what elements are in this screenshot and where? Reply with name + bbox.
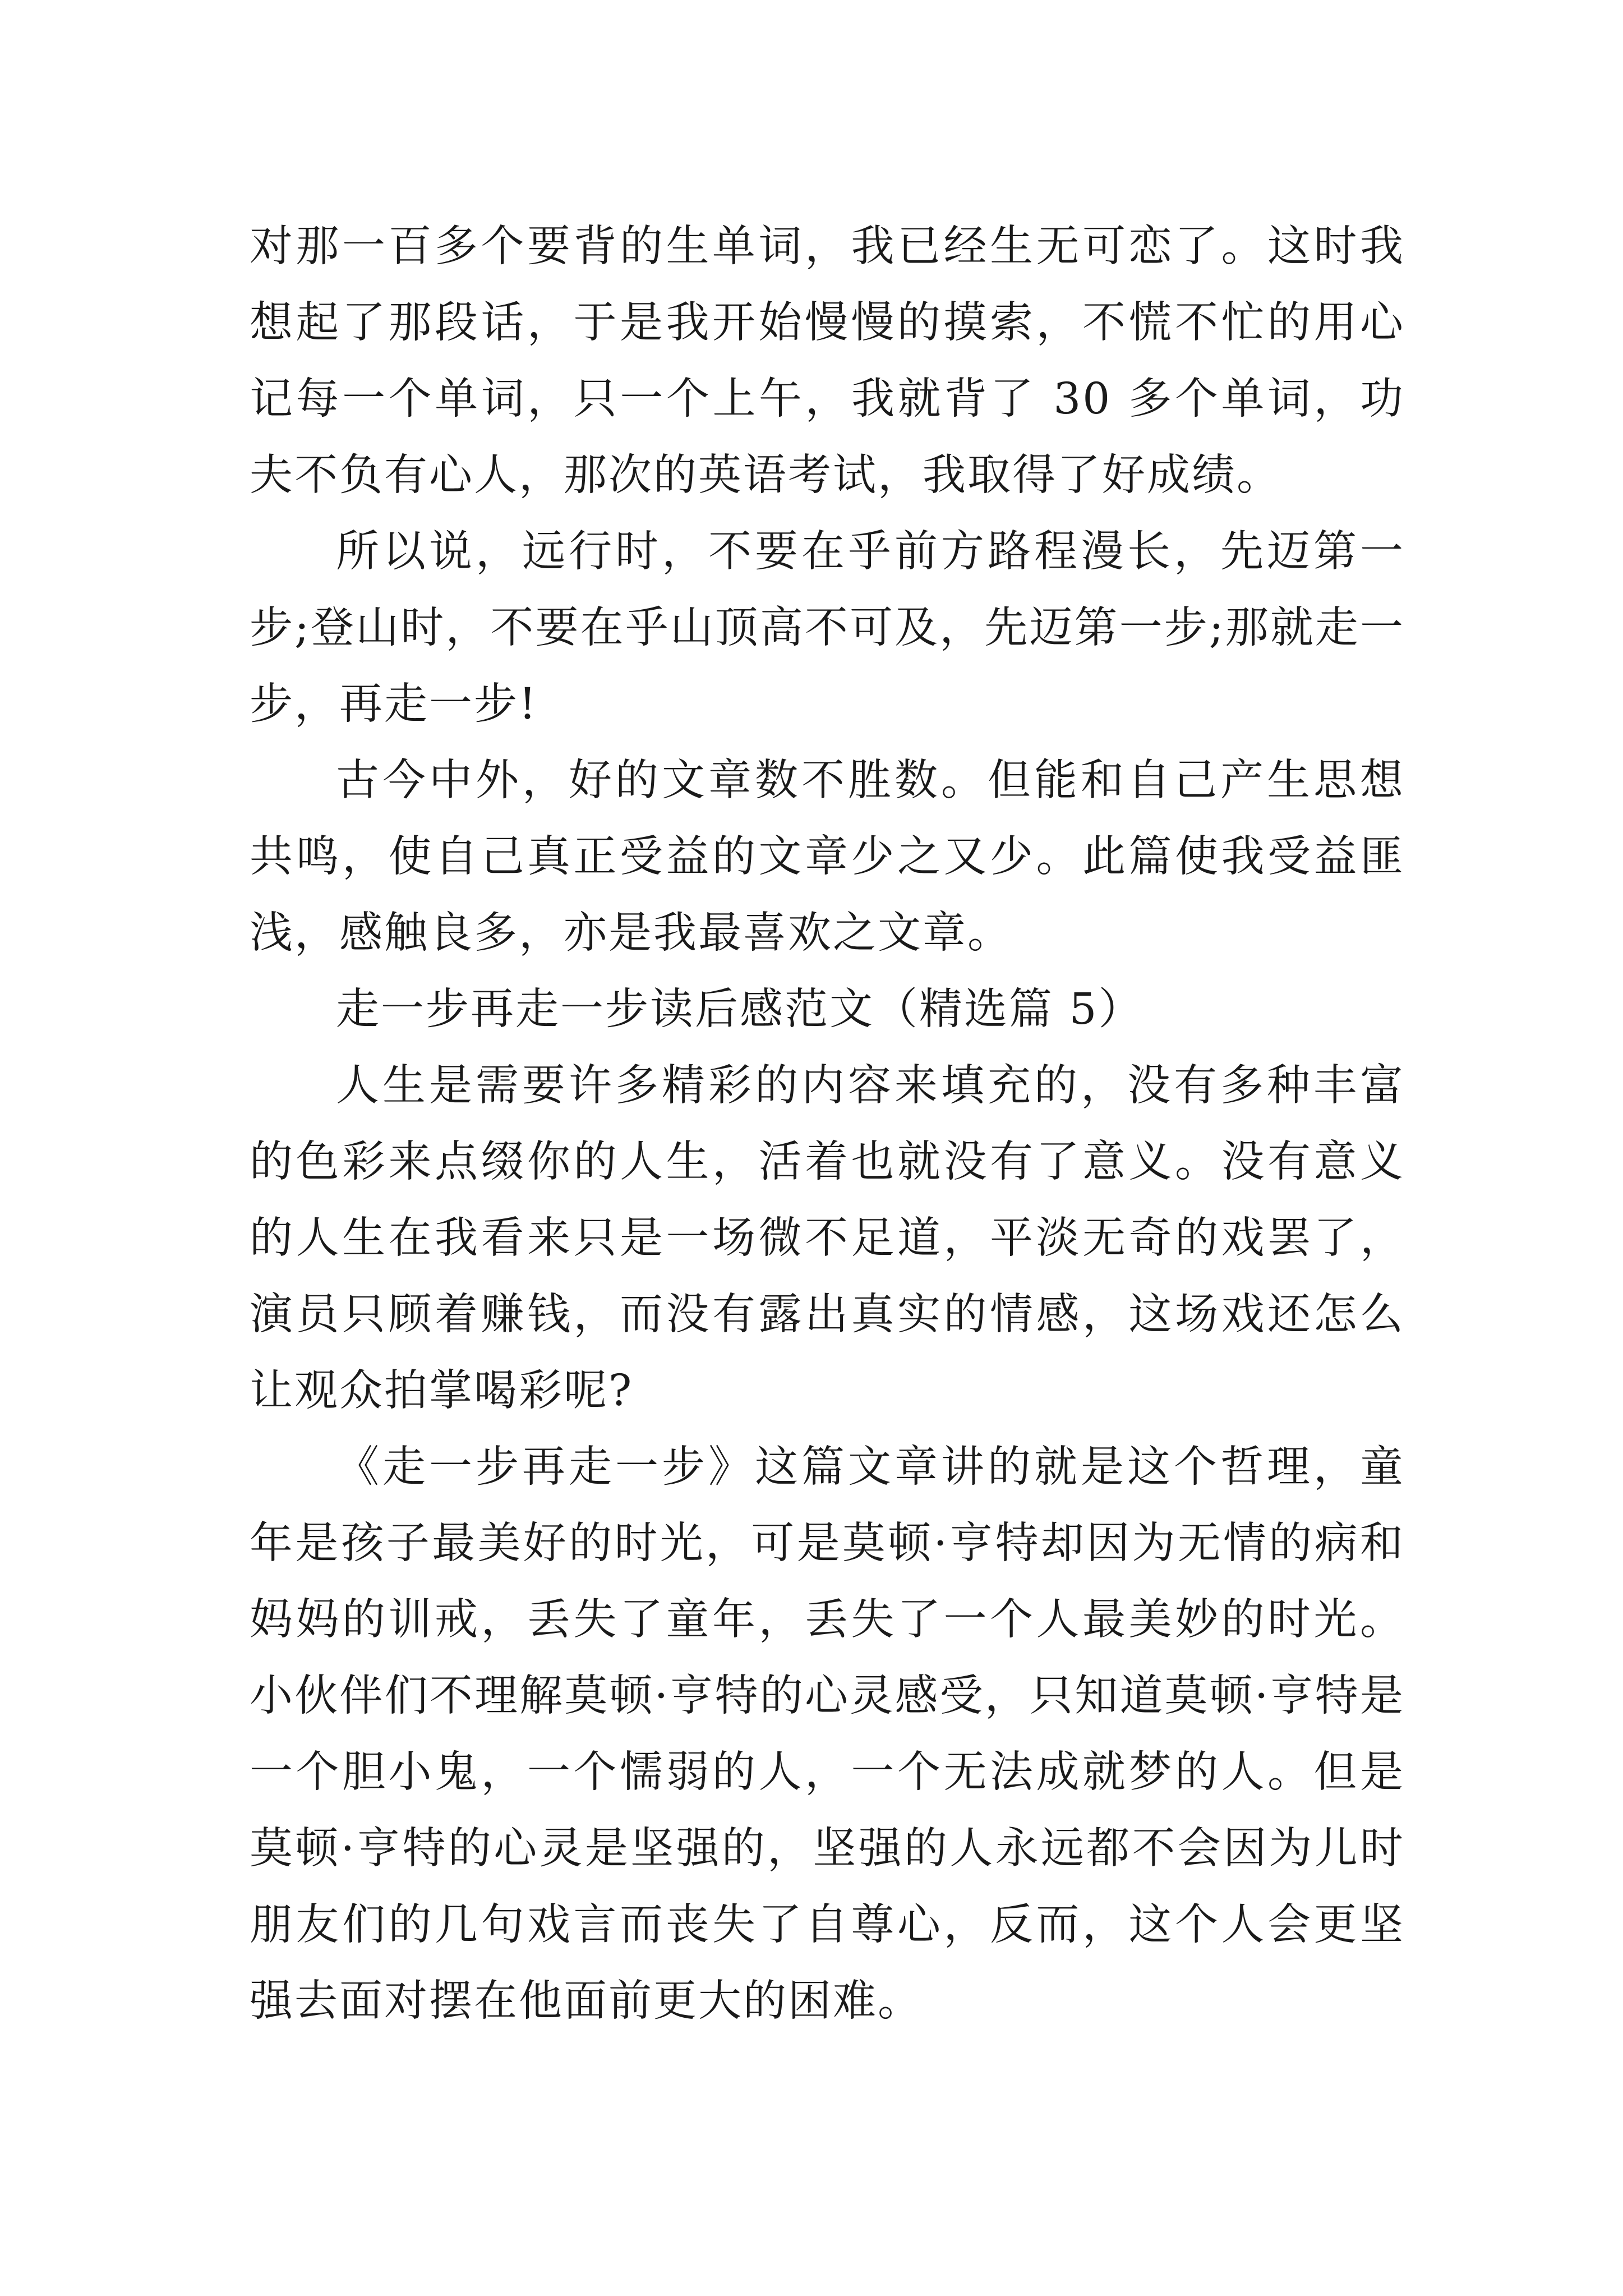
body-paragraph: 《走一步再走一步》这篇文章讲的就是这个哲理，童年是孩子最美好的时光，可是莫顿·亨特却因为无情的病和妈妈的训戒，丢失了童年，丢失了一个人最美妙的时光。小伙伴们不理解莫顿·亨特的心灵感受，只知道莫顿·亨特是一个胆小鬼，一个懦弱的人，一个无法成就梦的人。但是莫顿·亨特的心灵是坚强的，坚强的人永远都不会因为儿时朋友们的几句戏言而丧失了自尊心，反而，这个人会更坚强去面对摆在他面前更大的困难。: [250, 1442, 1405, 2026]
body-paragraph: 古今中外，好的文章数不胜数。但能和自己产生思想共鸣，使自己真正受益的文章少之又少。此篇使我受益匪浅，感触良多，亦是我最喜欢之文章。: [250, 756, 1405, 958]
body-paragraph: 对那一百多个要背的生单词，我已经生无可恋了。这时我想起了那段话，于是我开始慢慢的摸索，不慌不忙的用心记每一个单词，只一个上午，我就背了 30 多个单词，功夫不负有心人，那次的英语考试，我取得了好成绩。: [250, 222, 1405, 500]
body-paragraph: 所以说，远行时，不要在乎前方路程漫长，先迈第一步;登山时，不要在乎山顶高不可及，先迈第一步;那就走一步，再走一步!: [250, 527, 1405, 729]
section-heading: 走一步再走一步读后感范文（精选篇 5）: [336, 984, 1144, 1034]
document-body: [250, 209, 1405, 2040]
body-paragraph: 人生是需要许多精彩的内容来填充的，没有多种丰富的色彩来点缀你的人生，活着也就没有了意义。没有意义的人生在我看来只是一场微不足道，平淡无奇的戏罢了，演员只顾着赚钱，而没有露出真实的情感，这场戏还怎么让观众拍掌喝彩呢?: [250, 1061, 1405, 1416]
